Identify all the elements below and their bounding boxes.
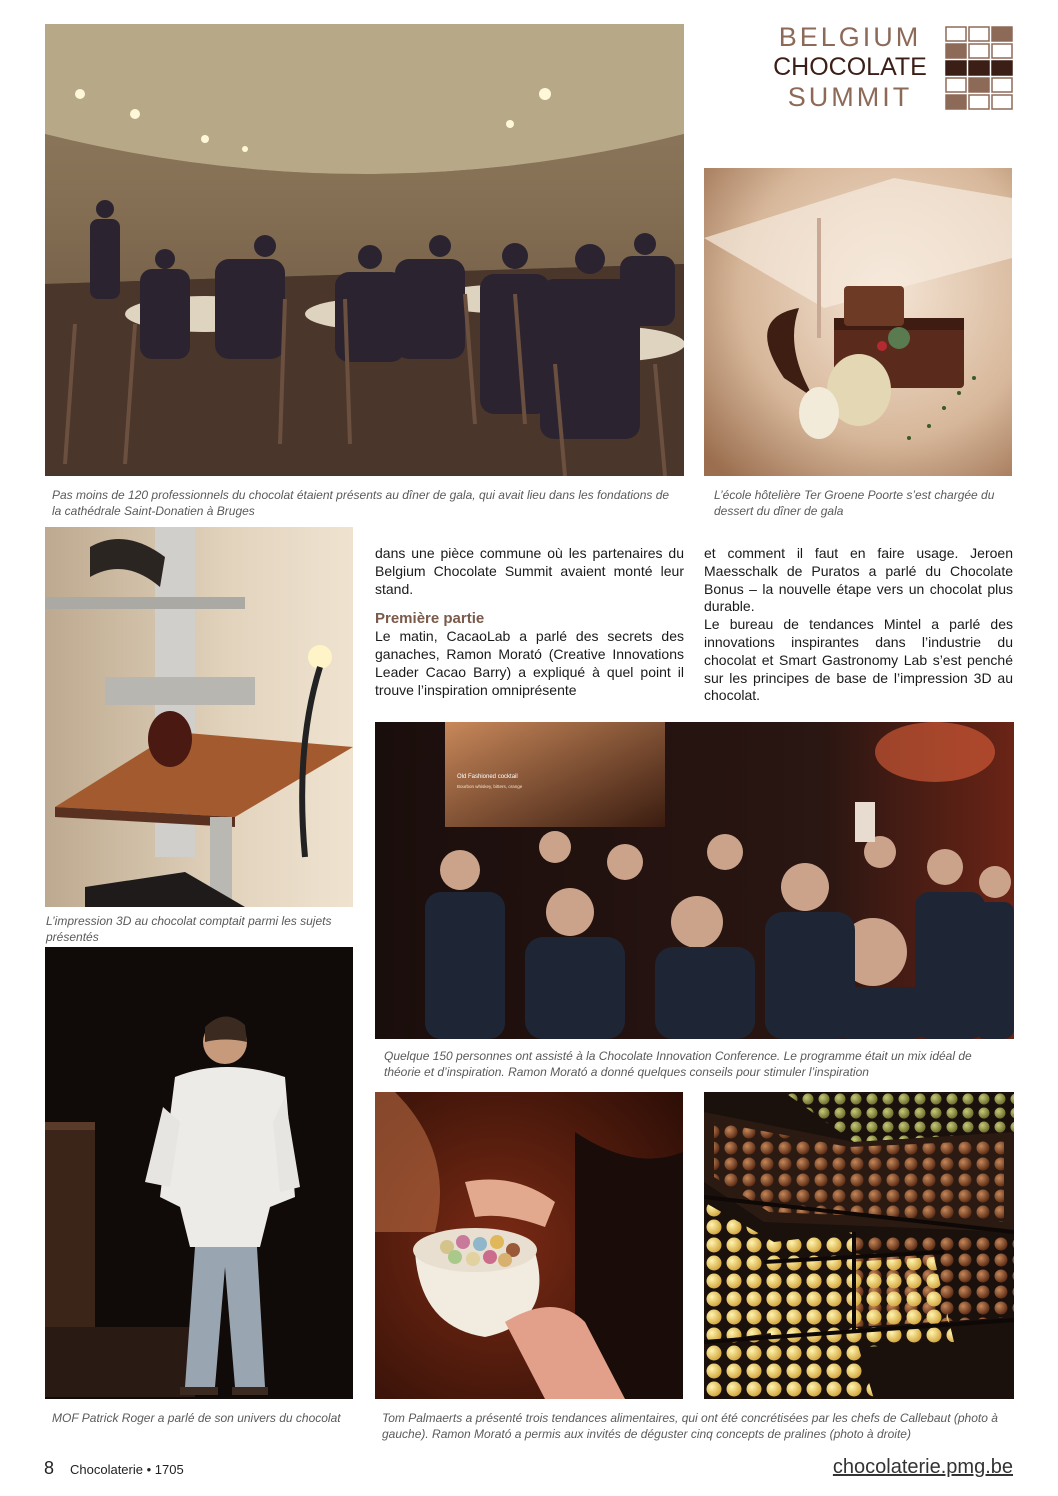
page-number: 8 <box>44 1458 55 1478</box>
article-column-2 <box>704 545 1013 705</box>
caption-pralines: Tom Palmaerts a présenté trois tendances alimentaires, qui ont été concrétisées par les chefs de Callebaut (photo à gauche). Ramon Morató a permis aux invités de déguster cinq concepts de pralines (photo à droite) <box>382 1411 998 1441</box>
article-heading-premiere-partie: Première partie <box>375 610 485 628</box>
logo-text <box>770 22 930 112</box>
praline-trays-photo <box>704 1092 1014 1399</box>
article-col2-paragraph-2: Le bureau de tendances Mintel a parlé des innovations inspirantes dans l’industrie du chocolat et Smart Gastronomy Lab s’est penché sur les principes de base de l’impression 3D au chocolat. <box>704 616 1013 704</box>
chocolate-3d-printer-photo <box>45 527 353 907</box>
caption-dessert: L’école hôtelière Ter Groene Poorte s’est chargée du dessert du dîner de gala <box>714 488 995 518</box>
belgium-chocolate-summit-logo <box>770 22 1016 110</box>
logo-line-chocolate: CHOCOLATE <box>773 53 927 81</box>
conference-photo <box>375 722 1014 1039</box>
gala-dinner-photo <box>45 24 684 476</box>
caption-printing: L’impression 3D au chocolat comptait parmi les sujets présentés <box>46 914 332 944</box>
logo-grid-icon <box>945 26 1013 110</box>
logo-line-belgium: BELGIUM <box>778 22 922 52</box>
article-col2-paragraph-1: et comment il faut en faire usage. Jeroen Maesschalk de Puratos a parlé du Chocolate Bonus – la nouvelle étape vers un chocolat plus durable. <box>704 545 1013 615</box>
article-column-1 <box>375 545 684 700</box>
caption-gala: Pas moins de 120 professionnels du chocolat étaient présents au dîner de gala, qui avait lieu dans les fondations de la cathédrale Saint-Donatien à Bruges <box>52 488 670 518</box>
speaker-photo <box>45 947 353 1399</box>
caption-speaker: MOF Patrick Roger a parlé de son univers du chocolat <box>52 1411 341 1425</box>
publication-issue: Chocolaterie • 1705 <box>70 1462 184 1477</box>
article-col1-intro: dans une pièce commune où les partenaires du Belgium Chocolate Summit avaient monté leur stand. <box>375 545 684 597</box>
dessert-photo <box>704 168 1012 476</box>
article-col1-body: Le matin, CacaoLab a parlé des secrets des ganaches, Ramon Morató (Creative Innovations Leader Cacao Barry) a expliqué à quel point il trouve l’inspiration omniprésente <box>375 628 684 698</box>
slide-title-text: Old Fashioned cocktail <box>457 774 518 780</box>
caption-conference: Quelque 150 personnes ont assisté à la Chocolate Innovation Conference. Le programme était un mix idéal de théorie et d’inspiration. Ramon Morató a donné quelques conseils pour stimuler l’inspiration <box>384 1049 972 1079</box>
logo-line-summit: SUMMIT <box>787 82 913 112</box>
website-link[interactable]: chocolaterie.pmg.be <box>832 1456 1013 1478</box>
slide-subtitle-text: Bourbon whiskey, bitters, orange <box>457 784 523 789</box>
praline-bowl-photo <box>375 1092 683 1399</box>
